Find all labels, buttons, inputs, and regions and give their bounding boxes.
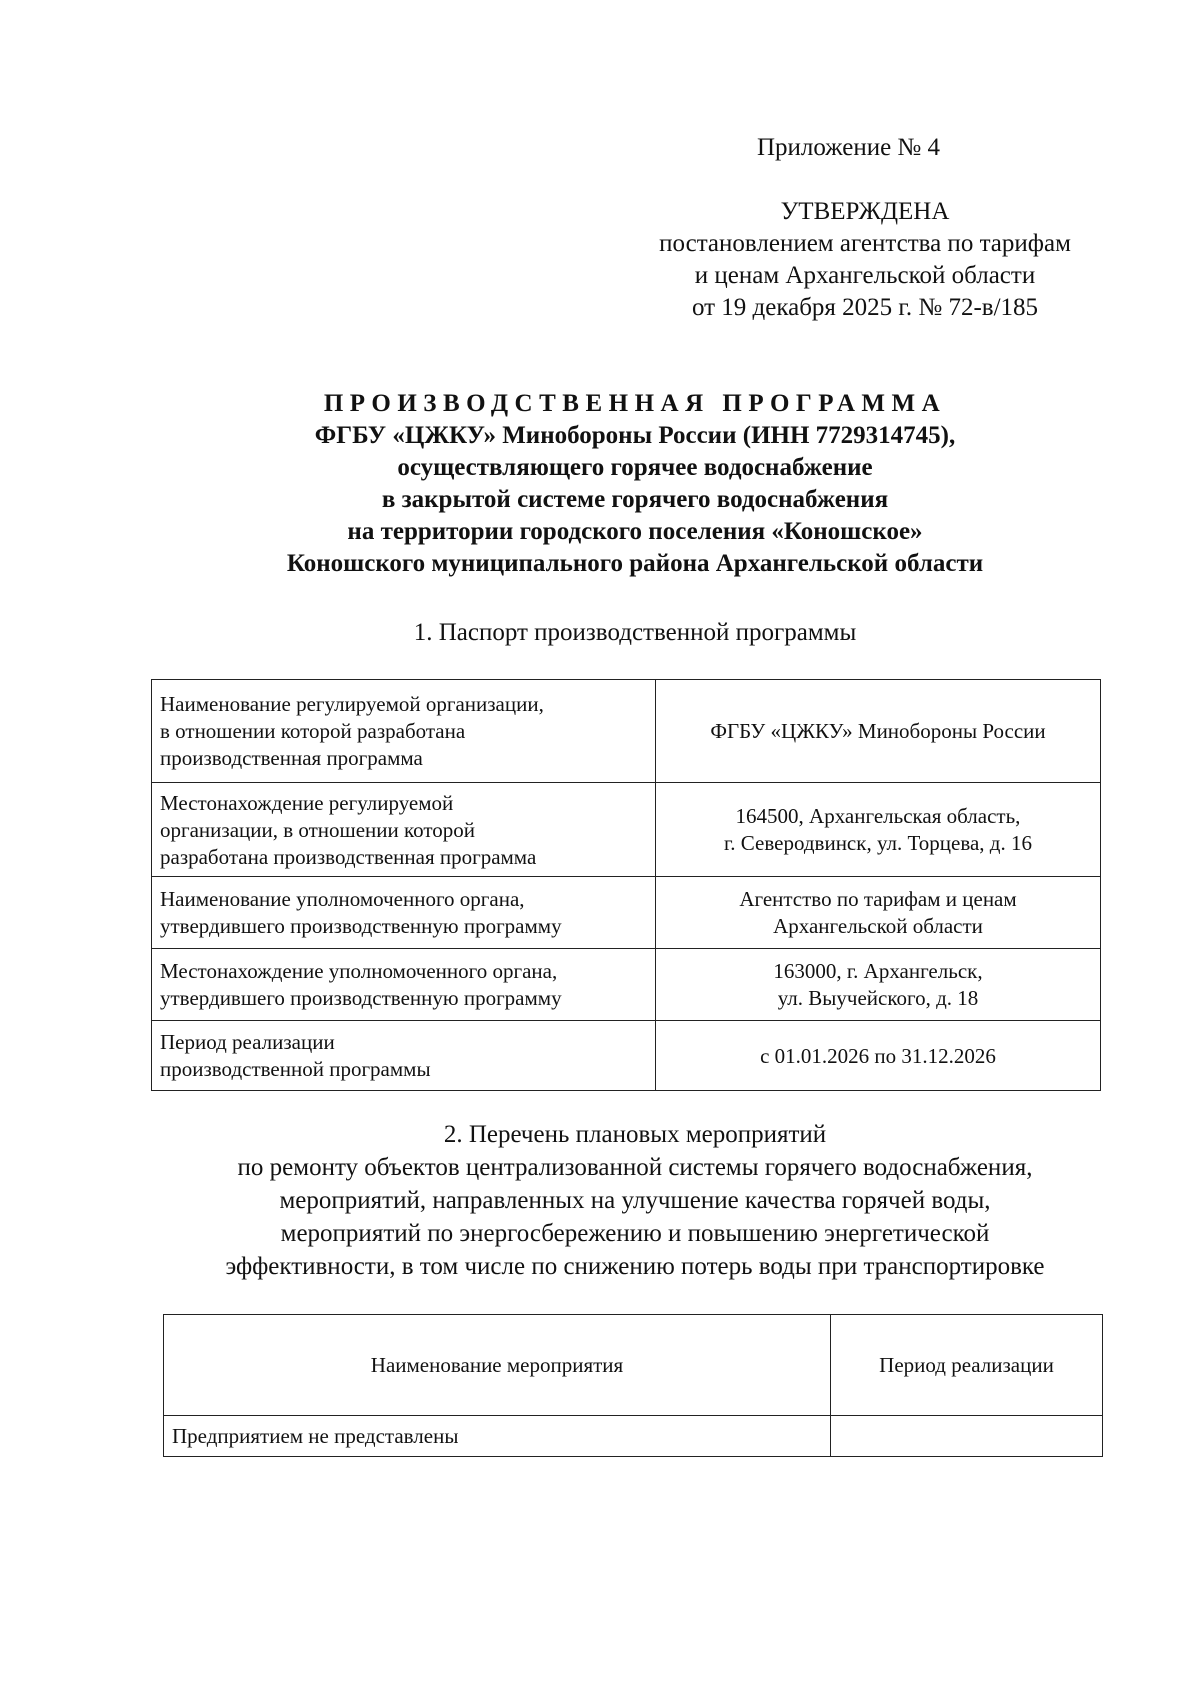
- passport-value-line: ФГБУ «ЦЖКУ» Минобороны России: [710, 719, 1046, 743]
- passport-value-line: 164500, Архангельская область,: [735, 804, 1021, 828]
- passport-label-line: Наименование регулируемой организации,: [160, 692, 544, 716]
- passport-label-line: Наименование уполномоченного органа,: [160, 887, 525, 911]
- title-line-2: ФГБУ «ЦЖКУ» Минобороны России (ИНН 7729314745),: [314, 422, 956, 449]
- passport-label-line: Период реализации: [160, 1030, 335, 1054]
- passport-table: [151, 679, 1101, 1091]
- appendix-number: Приложение № 4: [757, 134, 941, 161]
- approved-date: от 19 декабря 2025 г. № 72-в/185: [691, 294, 1039, 321]
- table-row: [152, 949, 1101, 1021]
- passport-value-cell: [656, 877, 1101, 949]
- column-header-period: Период реализации: [831, 1315, 1103, 1416]
- title-line-6: Коношского муниципального района Архангельской области: [286, 550, 984, 577]
- table-row: [152, 877, 1101, 949]
- passport-value-line: 163000, г. Архангельск,: [773, 959, 983, 983]
- passport-label-line: производственной программы: [160, 1057, 431, 1081]
- measure-name-cell: Предприятием не представлены: [164, 1416, 831, 1457]
- measures-heading-line: эффективности, в том числе по снижению потерь воды при транспортировке: [225, 1253, 1045, 1280]
- measures-heading-line: мероприятий, направленных на улучшение качества горячей воды,: [279, 1187, 991, 1214]
- passport-value-cell: [656, 1021, 1101, 1091]
- approval-block: [620, 196, 1110, 324]
- passport-label-line: разработана производственная программа: [160, 844, 537, 869]
- passport-label-cell: [152, 949, 656, 1021]
- passport-heading: 1. Паспорт производственной программы: [413, 619, 857, 646]
- title-line-5: на территории городского поселения «Коношское»: [347, 518, 923, 545]
- passport-value-cell: [656, 680, 1101, 783]
- table-row: [152, 680, 1101, 783]
- approved-by-line-1: постановлением агентства по тарифам: [659, 230, 1071, 257]
- passport-label-line: производственная программа: [160, 746, 423, 770]
- passport-label-line: Местонахождение уполномоченного органа,: [160, 959, 558, 983]
- passport-value-cell: [656, 783, 1101, 877]
- measures-heading-line: мероприятий по энергосбережению и повышению энергетической: [280, 1220, 990, 1247]
- title-line-3: осуществляющего горячее водоснабжение: [397, 454, 873, 481]
- approved-stamp-text: УТВЕРЖДЕНА: [780, 198, 950, 225]
- title-line-1: ПРОИЗВОДСТВЕННАЯ ПРОГРАММА: [323, 390, 947, 417]
- passport-label-cell: [152, 680, 656, 783]
- column-header-measure-name: Наименование мероприятия: [164, 1315, 831, 1416]
- passport-label-line: утвердившего производственную программу: [160, 914, 562, 938]
- passport-label-line: утвердившего производственную программу: [160, 986, 562, 1010]
- passport-value-cell: [656, 949, 1101, 1021]
- passport-label-line: организации, в отношении которой: [160, 817, 475, 842]
- measures-heading-line: по ремонту объектов централизованной системы горячего водоснабжения,: [237, 1154, 1033, 1181]
- measures-table: [163, 1314, 1103, 1457]
- passport-label-cell: [152, 877, 656, 949]
- passport-value-line: Архангельской области: [773, 914, 983, 938]
- measures-heading-line: 2. Перечень плановых мероприятий: [443, 1121, 827, 1148]
- approved-by-line-2: и ценам Архангельской области: [694, 262, 1036, 289]
- passport-value-line: Агентство по тарифам и ценам: [739, 887, 1017, 911]
- table-row: [164, 1416, 1103, 1457]
- passport-value-line: с 01.01.2026 по 31.12.2026: [760, 1043, 996, 1068]
- table-row: [152, 1021, 1101, 1091]
- measure-period-cell: [831, 1416, 1103, 1457]
- passport-value-line: г. Северодвинск, ул. Торцева, д. 16: [724, 831, 1032, 855]
- table-header-row: [164, 1315, 1103, 1416]
- document-title: [120, 388, 1150, 580]
- title-line-4: в закрытой системе горячего водоснабжения: [381, 486, 889, 513]
- passport-label-line: Местонахождение регулируемой: [160, 790, 454, 815]
- passport-label-cell: [152, 783, 656, 877]
- passport-label-cell: [152, 1021, 656, 1091]
- passport-value-line: ул. Выучейского, д. 18: [777, 986, 979, 1010]
- measures-heading: [120, 1118, 1150, 1283]
- table-row: [152, 783, 1101, 877]
- passport-label-line: в отношении которой разработана: [160, 719, 466, 743]
